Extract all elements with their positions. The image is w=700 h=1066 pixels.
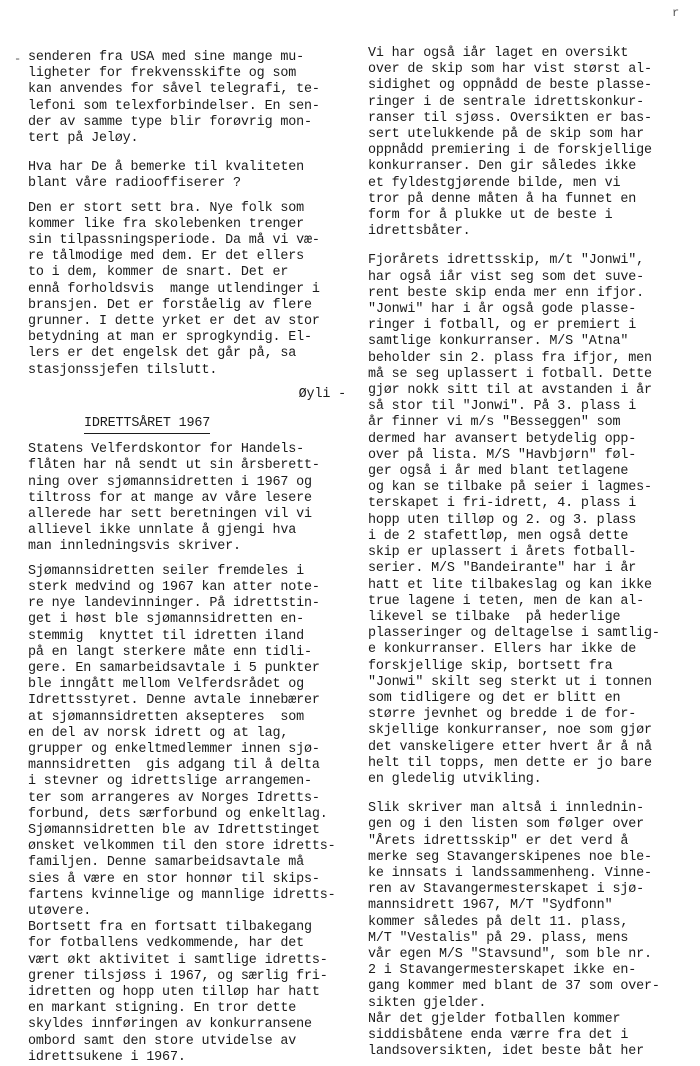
section-heading-text: IDRETTSÅRET 1967 [84,416,210,434]
margin-mark-right: r [672,6,680,20]
interview-answer: Den er stort sett bra. Nye folk som kommer like fra skolebenken trenger sin tilpassningsperiode. Da må vi væ- re tålmodige med dem. Er det ellers to i dem, kommer de snart. Det er ennå forholdsvis mange utlendinger i bransjen. Det er forståelig av flere grunner. I dette yrket er det av stor betydning at man er sprogkyndig. El- lers er det engelsk det går på, sa stasjonssjefen tilslutt. [28,200,320,378]
paragraph-stavanger: Slik skriver man altså i innlednin- gen og i den listen som følger over "Årets idrettsskip" er det verd å merke seg Stavangerskipenes noe ble- ke innsats i landssammenheng. Vinne- ren av Stavangermesterskapet i sjø- mannsidrett 1967, M/T "Sydfonn" kommer således på delt 11. plass, M/T "Vestalis" på 29. plass, mens vår egen M/S "Stavsund", som ble nr. 2 i Stavangermesterskapet ikke en- gang kommer med blant de 37 som over- sikten gjelder. [368,801,660,1011]
paragraph-ships: Fjorårets idrettsskip, m/t "Jonwi", har også iår vist seg som det suve- rent beste skip enda mer enn ifjor. "Jonwi" har i år også gode plasse- ringer i fotball, og er premiert i samtlige konkurranser. M/S "Atna" beholder sin 2. plass fra ifjor, men må se seg uplassert i fotball. Dette gjør nokk sitt til at avstanden i år så stor til "Jonwi". På 3. plass i år finner vi m/s "Besseggen" som dermed har avansert betydelig opp- over på lista. M/S "Havbjørn" føl- ger også i år med blant tetlagene og kan se tilbake på seier i lagmes- terskapet i fri-idrett, 4. plass i hopp uten tilløp og 2. og 3. plass i de 2 stafettløp, men også dette skip er uplassert i årets fotball- serier. M/S "Bandeirante" har i år hatt et lite tilbakeslag og kan ikke true lagene i teten, men de kan al- likevel se tilbake på hederlige plasseringer og deltagelse i samtlig- e konkurranser. Ellers har ikke de forskjellige skip, bortsett fra "Jonwi" skilt seg sterkt ut i tonnen som tidligere og det er blitt en større jevnhet og bredde i de for- skjellige konkurranser, noe som gjør det vanskeligere etter hvert år å nå helt til topps, men dette er jo bare en gledelig utvikling. [368,253,660,787]
paragraph-football: Når det gjelder fotballen kommer siddisbåtene enda værre fra det i landsoversikten, idet beste båt her [368,1011,644,1060]
interview-question: Hva har De å bemerke til kvaliteten blant våre radiooffiserer ? [28,160,304,192]
right-column [368,46,686,1060]
paragraph-agreement: Sjømannsidretten seiler fremdeles i sterk medvind og 1967 kan atter note- re nye landevinninger. På idrettstin- get i høst ble sjømannsidretten en- stemmig knyttet til idretten iland på en langt sterkere måte enn tidli- gere. En samarbeidsavtale i 5 punkter ble inngått mellom Velferdsrådet og Idrettsstyret. Denne avtale innebærer at sjømannsidretten aksepteres som en del av norsk idrett og at lag, grupper og enkeltmedlemmer innen sjø- mannsidretten gis adgang til å delta i stevner og idrettslige arrangemen- ter som arrangeres av Norges Idretts- forbund, dets særforbund og enkeltlag. Sjømannsidretten ble av Idrettstinget ønsket velkommen til den store idretts- familjen. Denne samarbeidsavtale må sies å være en stor honnør til skips- fartens kvinnelige og mannlige idretts- utøvere. [28,563,336,919]
paragraph-intro: Statens Velferdskontor for Handels- flåten har nå sendt ut sin årsberett- ning over sjømannsidretten i 1967 og tiltross for at mange av våre lesere allerede har sett beretningen vil vi allievel ikke unnlate å gjengi hva man innledningsvis skriver. [28,442,320,555]
paragraph-transmitter: senderen fra USA med sine mange mu- ligheter for frekvensskifte og som kan anvendes for såvel telegrafi, te- lefoni som telexforbindelser. En sen- der av samme type blir forøvrig mon- tert på Jeløy. [28,50,320,147]
margin-mark-left: - [14,52,22,66]
left-column [28,50,364,1066]
paragraph-overview: Vi har også iår laget en oversikt over de skip som har vist størst al- sidighet og oppnådd de beste plasse- ringer i de sentrale idrettskonkur- ranser til sjøss. Oversikten er bas- sert utelukkende på de skip som har oppnådd premiering i de forskjellige konkurranser. Den gir således ikke et fyldestgjørende bilde, men vi tror på denne måten å ha funnet en form for å plukke ut de beste i idrettsbåter. [368,46,652,240]
author-signature: Øyli - [298,386,346,402]
paragraph-activity: Bortsett fra en fortsatt tilbakegang for fotballens vedkommende, har det vært økt aktivitet i samtlige idretts- grener tilsjøss i 1967, og særlig fri- idretten og hopp uten tilløp har hatt en markant stigning. En tror dette skyldes innføringen av konkurransene ombord samt den store utvidelse av idrettsukene i 1967. [28,920,328,1065]
section-heading [28,416,364,434]
